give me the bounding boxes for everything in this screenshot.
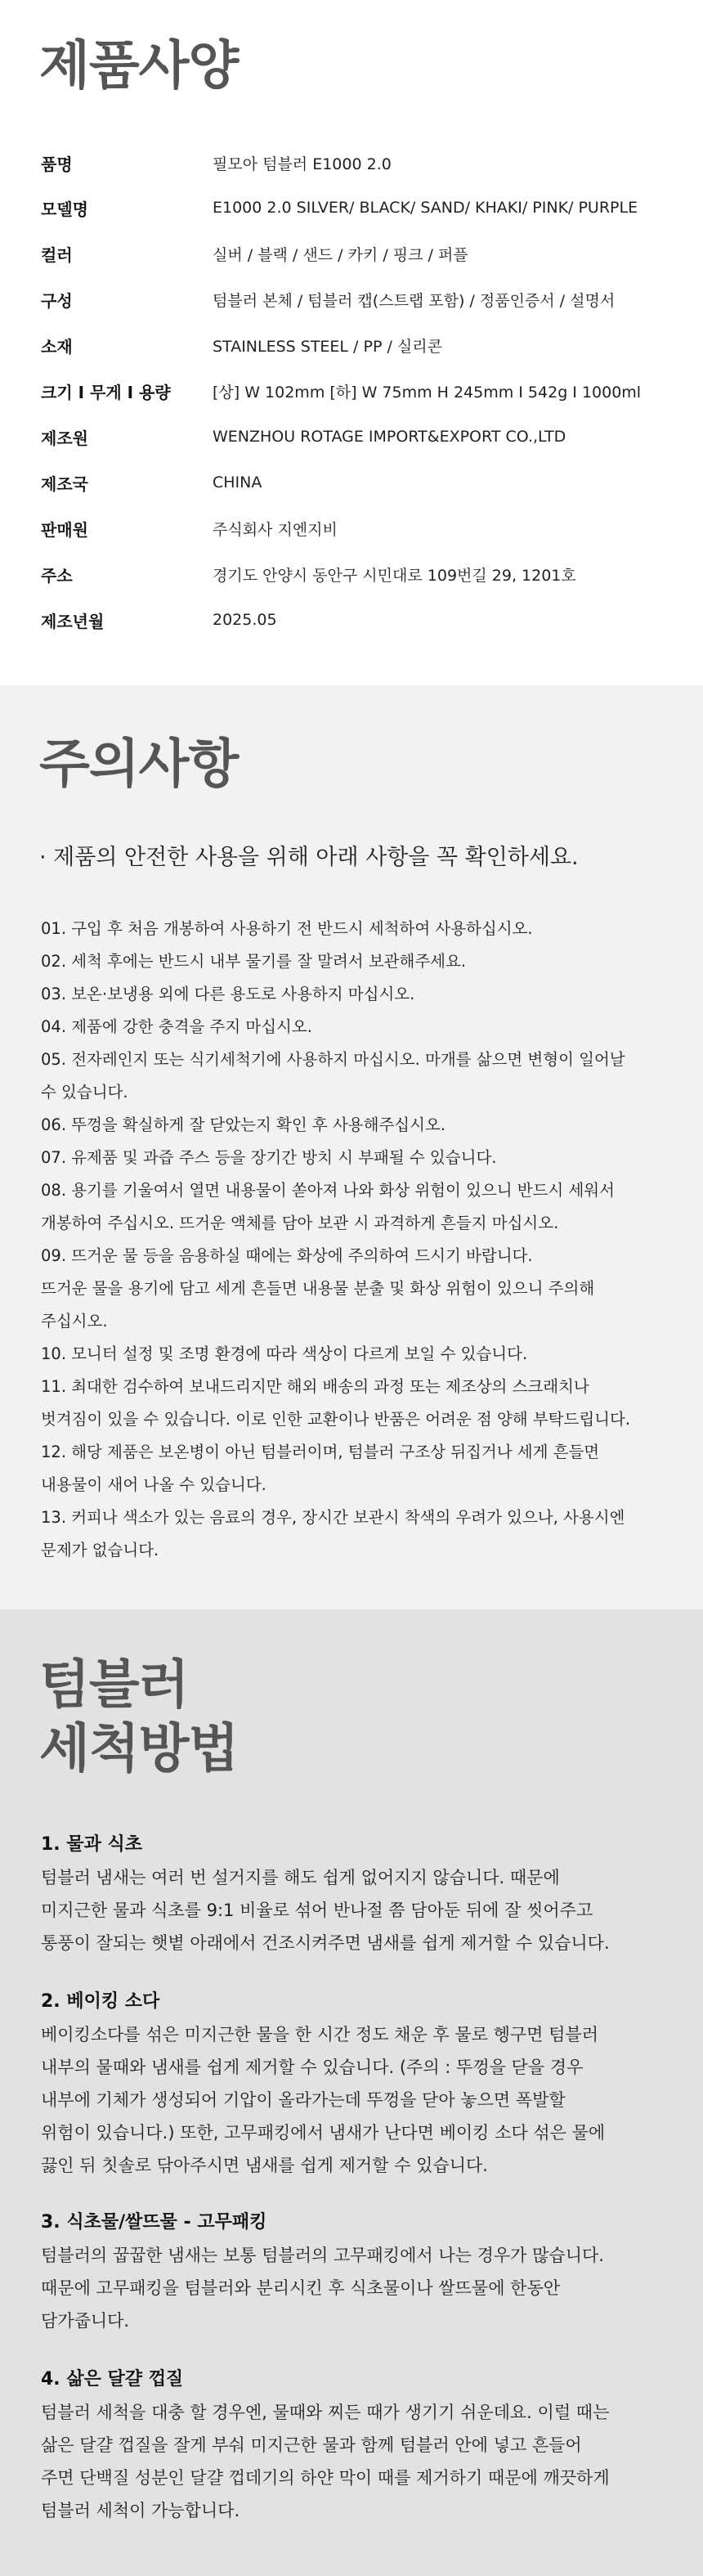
caution-line: 01. 구입 후 처음 개봉하여 사용하기 전 반드시 세척하여 사용하십시오. bbox=[41, 919, 533, 938]
cleaning-method-line: 텀블러 세척을 대충 할 경우엔, 물때와 찌든 때가 생기기 쉬운데요. 이럴 때는 bbox=[41, 2403, 610, 2422]
caution-line: 09. 뜨거운 물 등을 음용하실 때에는 화상에 주의하여 드시기 바랍니다. bbox=[41, 1246, 533, 1265]
spec-value: CHINA bbox=[213, 473, 262, 491]
cleaning-method-line: 텀블러의 꿉꿉한 냄새는 보통 텀블러의 고무패킹에서 나는 경우가 많습니다. bbox=[41, 2246, 604, 2265]
spec-row bbox=[41, 322, 670, 368]
spec-label: 품명 bbox=[41, 154, 73, 174]
caution-line: 수 있습니다. bbox=[41, 1083, 128, 1102]
cleaning-method bbox=[41, 2206, 670, 2337]
caution-section bbox=[0, 685, 703, 1609]
caution-line: 04. 제품에 강한 충격을 주지 마십시오. bbox=[41, 1017, 312, 1036]
cleaning-method-heading: 1. 물과 식초 bbox=[41, 1834, 142, 1855]
cleaning-method-line: 미지근한 물과 식초를 9:1 비율로 섞어 반나절 쯤 담아둔 뒤에 잘 씻어주고 bbox=[41, 1901, 593, 1920]
caution-list bbox=[41, 913, 670, 1567]
cleaning-method-line: 텀블러 세척이 가능합니다. bbox=[41, 2501, 240, 2520]
caution-line: 개봉하여 주십시오. 뜨거운 액체를 담아 보관 시 과격하게 흔들지 마십시오. bbox=[41, 1214, 559, 1232]
spec-label: 제조년월 bbox=[41, 611, 105, 631]
caution-line: 뜨거운 물을 용기에 담고 세게 흔들면 내용물 분출 및 화상 위험이 있으니 주의해 bbox=[41, 1279, 595, 1298]
cleaning-method-line: 주면 단백질 성분인 달걀 껍데기의 하얀 막이 때를 제거하기 때문에 깨끗하게 bbox=[41, 2468, 610, 2488]
spec-value: 주식회사 지엔지비 bbox=[213, 520, 338, 539]
cleaning-title bbox=[39, 1654, 238, 1781]
caution-line: 12. 해당 제품은 보온병이 아닌 텀블러이며, 텀블러 구조상 뒤집거나 세게 흔들면 bbox=[41, 1443, 600, 1461]
caution-line: 벗겨짐이 있을 수 있습니다. 이로 인한 교환이나 반품은 어려운 점 양해 부탁드립니다. bbox=[41, 1410, 631, 1429]
cleaning-method-line: 삶은 달걀 껍질을 잘게 부숴 미지근한 물과 함께 텀블러 안에 넣고 흔들어 bbox=[41, 2435, 582, 2455]
spec-row bbox=[41, 597, 670, 643]
cleaning-method bbox=[41, 2363, 670, 2527]
spec-label: 구성 bbox=[41, 290, 73, 311]
caution-line: 05. 전자레인지 또는 식기세척기에 사용하지 마십시오. 마개를 삶으면 변형이 일어날 bbox=[41, 1050, 625, 1069]
caution-line: 내용물이 새어 나올 수 있습니다. bbox=[41, 1475, 266, 1494]
spec-value: [상] W 102mm [하] W 75mm H 245mm I 542g I 1000ml bbox=[213, 383, 642, 402]
cleaning-method-heading: 4. 삶은 달걀 껍질 bbox=[41, 2369, 184, 2390]
spec-value: STAINLESS STEEL / PP / 실리콘 bbox=[213, 337, 442, 356]
cleaning-method-line: 담가줍니다. bbox=[41, 2311, 130, 2331]
cleaning-method-line: 때문에 고무패킹을 텀블러와 분리시킨 후 식초물이나 쌀뜨물에 한동안 bbox=[41, 2278, 561, 2298]
spec-row bbox=[41, 368, 670, 414]
spec-row bbox=[41, 551, 670, 597]
cleaning-method-heading: 2. 베이킹 소다 bbox=[41, 1991, 160, 2012]
spec-label: 컬러 bbox=[41, 245, 73, 265]
caution-line: 13. 커피나 색소가 있는 음료의 경우, 장시간 보관시 착색의 우려가 있으나, 사용시엔 bbox=[41, 1508, 625, 1527]
caution-line: 08. 용기를 기울여서 열면 내용물이 쏟아져 나와 화상 위험이 있으니 반드시 세워서 bbox=[41, 1181, 615, 1200]
caution-line: 10. 모니터 설정 및 조명 환경에 따라 색상이 다르게 보일 수 있습니다. bbox=[41, 1344, 528, 1363]
spec-row bbox=[41, 185, 670, 231]
spec-row bbox=[41, 460, 670, 505]
cleaning-section bbox=[0, 1609, 703, 2576]
caution-line: 03. 보온·보냉용 외에 다른 용도로 사용하지 마십시오. bbox=[41, 985, 415, 1003]
caution-line: 06. 뚜껑을 확실하게 잘 닫았는지 확인 후 사용해주십시오. bbox=[41, 1115, 446, 1134]
cleaning-method bbox=[41, 1986, 670, 2182]
spec-title: 제품사양 bbox=[39, 36, 239, 96]
caution-line: 02. 세척 후에는 반드시 내부 물기를 잘 말려서 보관해주세요. bbox=[41, 952, 467, 971]
spec-value: 필모아 텀블러 E1000 2.0 bbox=[213, 155, 392, 173]
spec-row bbox=[41, 505, 670, 551]
spec-value: WENZHOU ROTAGE IMPORT&EXPORT CO.,LTD bbox=[213, 428, 566, 446]
caution-title: 주의사항 bbox=[39, 734, 239, 795]
spec-row bbox=[41, 276, 670, 322]
cleaning-method-line: 텀블러 냄새는 여러 번 설거지를 해도 쉽게 없어지지 않습니다. 때문에 bbox=[41, 1868, 560, 1887]
cleaning-method-heading: 3. 식초물/쌀뜨물 - 고무패킹 bbox=[41, 2212, 267, 2233]
caution-line: 주십시오. bbox=[41, 1312, 108, 1331]
spec-label: 판매원 bbox=[41, 519, 88, 540]
cleaning-method-line: 내부에 기체가 생성되어 기압이 올라가는데 뚜껑을 닫아 놓으면 폭발할 bbox=[41, 2090, 566, 2110]
cleaning-method-line: 통풍이 잘되는 햇볕 아래에서 건조시켜주면 냄새를 쉽게 제거할 수 있습니다. bbox=[41, 1933, 610, 1953]
cleaning-title-line1: 텀블러 bbox=[39, 1655, 189, 1716]
caution-line: 07. 유제품 및 과즙 주스 등을 장기간 방치 시 부패될 수 있습니다. bbox=[41, 1148, 497, 1167]
cleaning-method-line: 위험이 있습니다.) 또한, 고무패킹에서 냄새가 난다면 베이킹 소다 섞은 물에 bbox=[41, 2123, 606, 2143]
caution-intro: · 제품의 안전한 사용을 위해 아래 사항을 꼭 확인하세요. bbox=[39, 845, 579, 870]
cleaning-title-line2: 세척방법 bbox=[39, 1719, 239, 1779]
spec-label: 소재 bbox=[41, 336, 73, 357]
spec-section bbox=[0, 0, 703, 685]
cleaning-method-line: 베이킹소다를 섞은 미지근한 물을 한 시간 정도 채운 후 물로 헹구면 텀블러 bbox=[41, 2025, 599, 2044]
spec-row bbox=[41, 231, 670, 276]
caution-line: 문제가 없습니다. bbox=[41, 1541, 159, 1560]
spec-label: 모델명 bbox=[41, 199, 88, 219]
cleaning-method bbox=[41, 1829, 670, 1959]
spec-value: 실버 / 블랙 / 샌드 / 카키 / 핑크 / 퍼플 bbox=[213, 245, 468, 264]
spec-value: 텀블러 본체 / 텀블러 캡(스트랩 포함) / 정품인증서 / 설명서 bbox=[213, 291, 616, 310]
spec-label: 주소 bbox=[41, 565, 73, 586]
caution-line: 11. 최대한 검수하여 보내드리지만 해외 배송의 과정 또는 제조상의 스크래치나 bbox=[41, 1377, 589, 1396]
spec-value: E1000 2.0 SILVER/ BLACK/ SAND/ KHAKI/ PINK/ PURPLE bbox=[213, 199, 638, 217]
spec-value: 2025.05 bbox=[213, 611, 277, 629]
spec-label: 제조원 bbox=[41, 428, 88, 448]
spec-row bbox=[41, 140, 670, 186]
cleaning-method-line: 끓인 뒤 칫솔로 닦아주시면 냄새를 쉽게 제거할 수 있습니다. bbox=[41, 2156, 488, 2175]
spec-label: 제조국 bbox=[41, 473, 88, 494]
cleaning-method-line: 내부의 물때와 냄새를 쉽게 제거할 수 있습니다. (주의 : 뚜껑을 닫을 경우 bbox=[41, 2058, 584, 2077]
spec-label: 크기 I 무게 I 용량 bbox=[41, 382, 171, 402]
spec-value: 경기도 안양시 동안구 시민대로 109번길 29, 1201호 bbox=[213, 566, 576, 585]
spec-row bbox=[41, 414, 670, 460]
